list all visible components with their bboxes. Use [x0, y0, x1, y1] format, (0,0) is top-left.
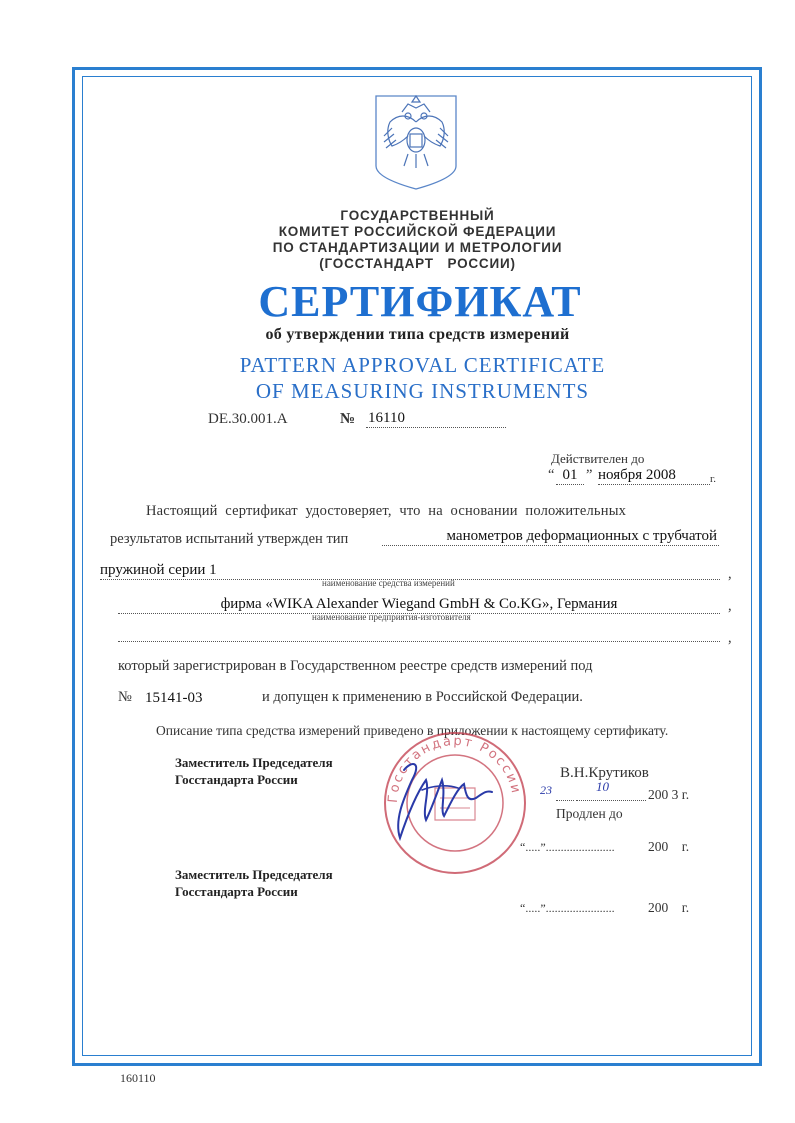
- handwritten-signature: [382, 750, 542, 845]
- extended-year: 200 г.: [648, 839, 690, 854]
- gov-line-3: ПО СТАНДАРТИЗАЦИИ И МЕТРОЛОГИИ: [272, 240, 563, 255]
- english-title-line-2: OF MEASURING INSTRUMENTS: [255, 379, 590, 403]
- svg-text:Госстандарт России: Госстандарт России: [385, 733, 524, 804]
- registered-text: который зарегистрирован в Государственном реестре средств измерений под: [118, 658, 593, 674]
- body-line-2: результатов испытаний утвержден тип: [110, 531, 349, 547]
- gov-line-1: ГОСУДАРСТВЕННЫЙ: [340, 208, 495, 223]
- number-label: №: [340, 411, 356, 427]
- valid-month-year: ноября 2008: [598, 467, 710, 485]
- certificate-number: 16110: [366, 410, 506, 428]
- instrument-name-part-1: манометров деформационных с трубчатой: [382, 528, 719, 546]
- reg-number-label: №: [118, 689, 132, 705]
- certificate-title: СЕРТИФИКАТ: [258, 277, 582, 326]
- valid-until-label: Действителен до: [551, 451, 645, 466]
- valid-until-date: “ 01 ” ноября 2008: [548, 467, 708, 485]
- comma-1: ,: [728, 566, 732, 582]
- instrument-caption: наименование средства измерений: [322, 578, 455, 588]
- second-blank-date: “.....”.......................: [520, 901, 615, 915]
- english-title-line-1: PATTERN APPROVAL CERTIFICATE: [239, 353, 606, 377]
- body-line-1: Настоящий сертификат удостоверяет, что на основании положительных: [146, 503, 627, 519]
- deputy2-title-line-1: Заместитель Председателя: [175, 867, 333, 882]
- blank-line: [118, 640, 720, 642]
- deputy-title-line-1: Заместитель Председателя: [175, 755, 333, 770]
- coat-of-arms-icon: [372, 92, 460, 192]
- comma-2: ,: [728, 598, 732, 614]
- certificate-code: DE.30.001.A: [208, 411, 288, 427]
- extended-until-label: Продлен до: [556, 806, 623, 821]
- certificate-subtitle: об утверждении типа средств измерений: [265, 326, 570, 343]
- instrument-name-part-2: пружиной серии 1: [100, 562, 720, 580]
- signature-date-year: 200 3 г.: [648, 787, 690, 802]
- signature-date-month: 10: [596, 779, 609, 794]
- page-code: 160110: [120, 1071, 156, 1085]
- valid-day: 01: [556, 467, 584, 485]
- signer-name: В.Н.Крутиков: [560, 765, 649, 781]
- description-text: Описание типа средства измерений приведено в приложении к настоящему сертификату.: [156, 723, 669, 738]
- signature-date-day: 23: [540, 783, 552, 797]
- manufacturer-name: фирма «WIKA Alexander Wiegand GmbH & Co.KG», Германия: [118, 596, 720, 614]
- valid-year-suffix: г.: [710, 473, 717, 485]
- admitted-text: и допущен к применению в Российской Федерации.: [262, 689, 583, 705]
- gov-line-2: КОМИТЕТ РОССИЙСКОЙ ФЕДЕРАЦИИ: [278, 224, 557, 239]
- deputy2-title-line-2: Госстандарта России: [175, 884, 298, 899]
- manufacturer-caption: наименование предприятия-изготовителя: [312, 612, 471, 622]
- extended-blank-date: “.....”.......................: [520, 840, 615, 854]
- signature-date: [540, 779, 700, 805]
- second-year: 200 г.: [648, 900, 690, 915]
- reg-number: 15141-03: [145, 690, 203, 706]
- gov-line-4: (ГОССТАНДАРТ РОССИИ): [319, 256, 516, 271]
- comma-3: ,: [728, 630, 732, 646]
- deputy-title-line-2: Госстандарта России: [175, 772, 298, 787]
